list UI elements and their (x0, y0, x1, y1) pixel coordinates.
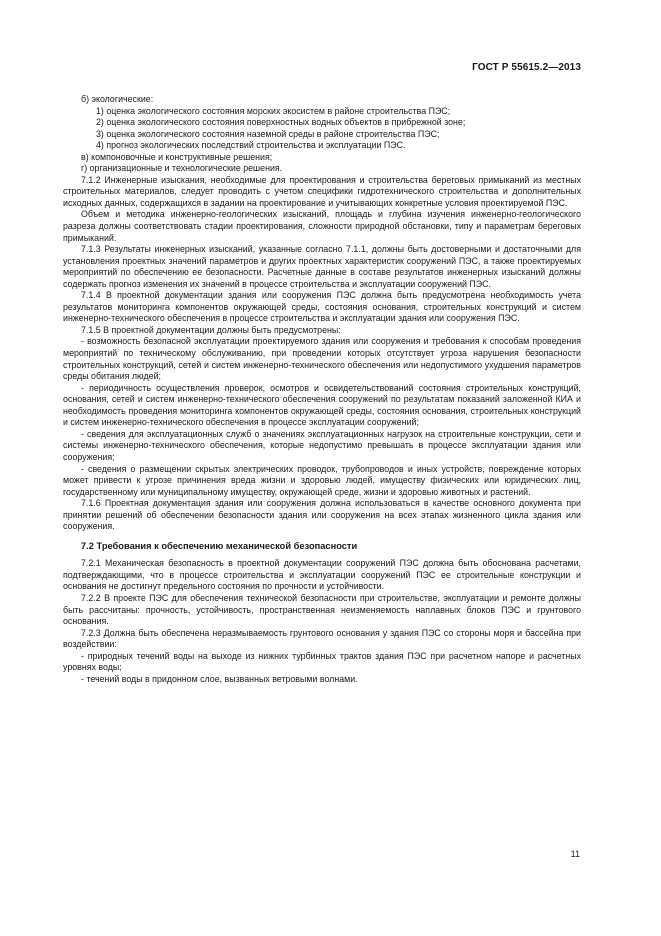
list-item: - возможность безопасной эксплуатации проектируемого здания или сооружения и требования к способам проведения мероприятий по техническому обслуживанию, при проведении которых отсутствует угроза нарушения безопасности строительных конструкций, сетей и систем инженерно-технического обеспечения или недопустимого ухудшения параметров среды обитания людей; (63, 336, 581, 382)
paragraph-7-1-5: 7.1.5 В проектной документации должны быть предусмотрены: (81, 324, 341, 335)
list-item: - природных течений воды на выходе из нижних турбинных трактов здания ПЭС при расчетном напоре и расчетных уровнях воды; (63, 650, 581, 673)
list-item: 2) оценка экологического состояния поверхностных водных объектов в прибрежной зоне; (96, 117, 466, 128)
list-label-b: б) экологические: (81, 94, 154, 104)
paragraph-7-1-2-b: Объем и методика инженерно-геологических изысканий, площадь и глубина изучения инженерно-геологического разреза должны соответствовать стадии проектирования, сложности природной обстановки, типу и параметрам береговых примыканий. (63, 209, 581, 243)
list-item: 4) прогноз экологических последствий строительства и эксплуатации ПЭС. (96, 140, 406, 151)
list-label-g: г) организационные и технологические решения. (81, 163, 283, 174)
section-heading-7-2: 7.2 Требования к обеспечению механической безопасности (81, 540, 358, 551)
list-item: 1) оценка экологического состояния морских экосистем в районе строительства ПЭС; (96, 105, 451, 116)
paragraph-7-1-4: 7.1.4 В проектной документации здания или сооружения ПЭС должна быть предусмотрена необходимость учета результатов мониторинга компонентов окружающей среды, состояния основания, строительных конструкций и систем инженерно-технического обеспечения в процессе строительства и эксплуатации здания или сооружения ПЭС. (63, 290, 581, 324)
list-item: - сведения для эксплуатационных служб о значениях эксплуатационных нагрузок на строительные конструкции, сети и системы инженерно-технического обеспечения, которые недопустимо превышать в процессе эксплуатации здания или сооружения; (63, 428, 581, 462)
list-item: 3) оценка экологического состояния наземной среды в районе строительства ПЭС; (96, 128, 440, 139)
document-body (63, 94, 581, 685)
list-item: - периодичность осуществления проверок, осмотров и освидетельствований состояния строительных конструкций, основания, сетей и систем инженерно-технического обеспечения сооружений по результатам показаний заложенной КИА и необходимость проведения мониторинга компонентов окружающей среды, состояния основания, строительных конструкций и систем инженерно-технического обеспечения в процессе эксплуатации сооружений; (63, 382, 581, 428)
standard-code-header: ГОСТ Р 55615.2—2013 (472, 62, 581, 73)
page-number: 11 (570, 849, 580, 859)
paragraph-7-1-6: 7.1.6 Проектная документация здания или сооружения должна использоваться в качестве основного документа при принятии решений об обеспечении безопасности здания или сооружения на всех этапах жизненного цикла здания или сооружения. (63, 498, 581, 532)
paragraph-7-2-3: 7.2.3 Должна быть обеспечена неразмываемость грунтового основания у здания ПЭС со стороны моря и бассейна при воздействии: (63, 627, 581, 650)
list-item: - сведения о размещении скрытых электрических проводок, трубопроводов и иных устройств, повреждение которых может привести к угрозе причинения вреда жизни и здоровью людей, имуществу физических или юридических лиц, государственному или муниципальному имуществу, окружающей среде, жизни и здоровью животных и растений. (63, 463, 581, 497)
paragraph-7-2-1: 7.2.1 Механическая безопасность в проектной документации сооружений ПЭС должна быть обоснована расчетами, подтверждающими, что в процессе строительства и эксплуатации сооружений ПЭС ее строительные конструкции и основания не достигнут предельного состояния по прочности и устойчивости. (63, 558, 581, 592)
paragraph-7-2-2: 7.2.2 В проекте ПЭС для обеспечения технической безопасности при строительстве, эксплуатации и ремонте должны быть рассчитаны: прочность, устойчивость, пространственная неизменяемость наплавных блоков ПЭС и грунтового основания. (63, 592, 581, 627)
paragraph-7-1-2: 7.1.2 Инженерные изыскания, необходимые для проектирования и строительства береговых примыканий из местных строительных материалов, следует проводить с учетом специфики гидротехнического строительства и дополнительных исходных данных, содержащихся в задании на проектирование и учитывающих конкретные условия проектируемой ПЭС. (63, 174, 581, 208)
list-item: - течений воды в придонном слое, вызванных ветровыми волнами. (81, 673, 358, 684)
list-label-v: в) компоновочные и конструктивные решения; (81, 151, 273, 162)
paragraph-7-1-3: 7.1.3 Результаты инженерных изысканий, указанные согласно 7.1.1, должны быть достоверными и достаточными для установления проектных значений параметров и других проектных характеристик сооружений ПЭС, а также проектируемых мероприятий по обеспечению ее безопасности. Расчетные данные в составе результатов инженерных изысканий должны содержать прогноз изменения их значений в процессе строительства и эксплуатации сооружений ПЭС. (63, 244, 581, 289)
